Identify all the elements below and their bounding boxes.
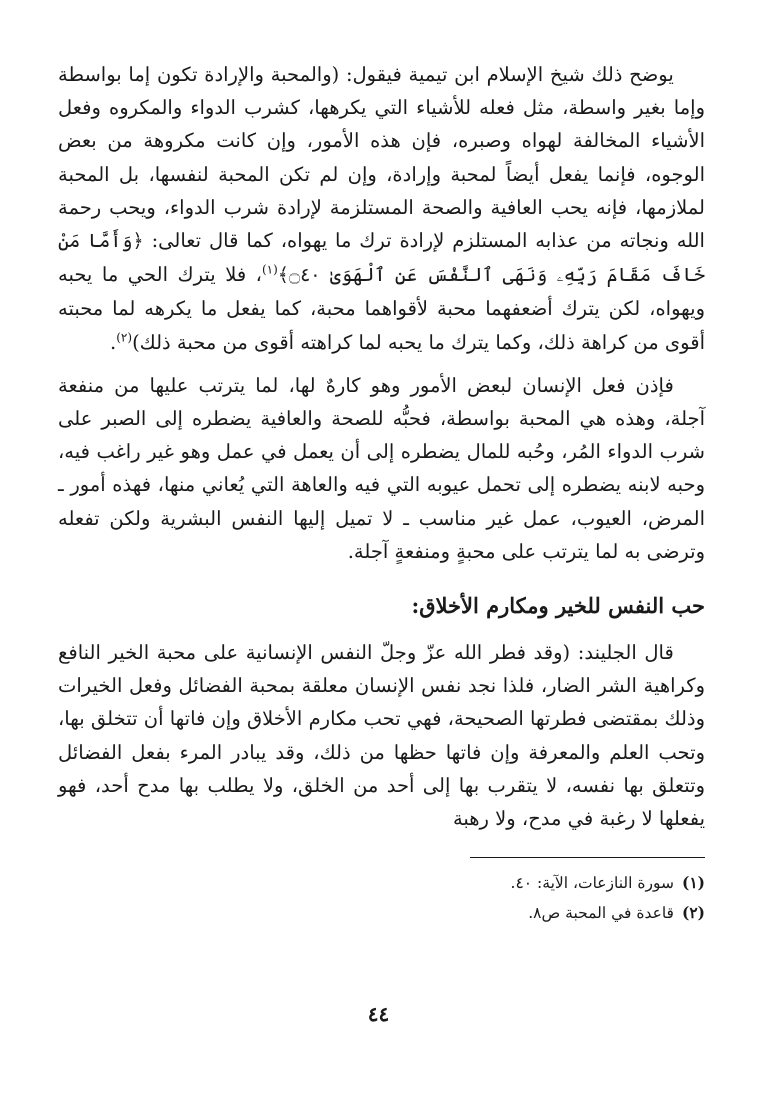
footnote-1-text: سورة النازعات، الآية: ٤٠.	[510, 874, 674, 893]
footnote-ref-2: (٢)	[116, 330, 133, 345]
paragraph-jalind-quote: قال الجليند: (وقد فطر الله عزّ وجلّ النفس الإنسانية على محبة الخير النافع وكراهية الشر الضار، فلذا نجد نفس الإنسان معلقة بمحبة الفضائل وفعل الخيرات وذلك بمقتضى فطرتها الصحيحة، فهي تحب مكارم الأخلاق وإن فاتها أن تتخلق بها، وتحب العلم والمعرفة وإن فاتها حظها من ذلك، وقد يبادر المرء بفعل الفضائل وتتعلق بها نفسه، لا يتقرب بها إلى أحد من الخلق، ولا يطلب بها مدح أحد، فهو يفعلها لا رغبة في مدح، ولا رهبة	[58, 641, 705, 831]
section-heading: حب النفس للخير ومكارم الأخلاق:	[411, 593, 705, 619]
footnote-2	[58, 898, 705, 928]
footnote-2-text: قاعدة في المحبة ص٨.	[528, 904, 674, 923]
paragraph-text-b: ، فلا يترك الحي ما يحبه ويهواه، لكن يترك أضعفهما محبة لأقواهما محبة، كما يفعل ما يكرهه لما محبته أقوى من كراهة ذلك، وكما يترك ما يحبه لما كراهته أقوى من محبة ذلك)	[58, 263, 705, 354]
footnote-1	[58, 868, 705, 898]
paragraph-indirect-love: فإذن فعل الإنسان لبعض الأمور وهو كارهٌ لها، لما يترتب عليها من منفعة آجلة، وهذه هي المحبة بواسطة، فحبُّه للصحة والعافية يضطره إلى الصبر على شرب الدواء المُر، وحُبه للمال يضطره إلى أن يعمل في عمل وهو غير راغب فيه، وحبه لابنه يضطره إلى تحمل عيوبه التي فيه والعاهة التي يُعاني منها، فهذه أمور ـ المرض، العيوب، عمل غير مناسب ـ لا تميل إليها النفس البشرية ولكن تفعله وترضى به لما يترتب على محبةٍ ومنفعةٍ آجلة.	[58, 373, 705, 563]
footnote-2-number: (٢)	[681, 903, 705, 923]
quran-verse: ﴿وَأَمَّا مَنْ خَافَ مَقَامَ رَبِّهِۦ وَنَهَى ٱلنَّفْسَ عَنِ ٱلْهَوَىٰ ۝٤٠﴾	[58, 230, 705, 287]
paragraph-ibn-taymiyyah-quote	[58, 58, 705, 359]
footnote-divider	[470, 857, 705, 858]
footnote-1-number: (١)	[681, 873, 705, 893]
paragraph-text-a: يوضح ذلك شيخ الإسلام ابن تيمية فيقول: (والمحبة والإرادة تكون إما بواسطة وإما بغير واسطة، مثل فعله للأشياء التي يكرهها، كشرب الدواء والمكروه وفعل الأشياء المخالفة لهواه وصبره، فإن هذه الأمور، وإن كانت مكروهة من بعض الوجوه، فإنما يفعل أيضاً لمحبة وإرادة، وإن لم تكن المحبة لنفسها، بل المحبة لملازمها، فإنه يحب العافية والصحة المستلزمة لإرادة شرب الدواء، ويحب رحمة الله ونجاته من عذابه المستلزم لإرادة ترك ما يهواه، كما قال تعالى:	[58, 63, 705, 253]
footnotes	[58, 868, 705, 928]
paragraph-text-c: .	[110, 330, 117, 354]
page-number: ٤٤	[367, 1002, 390, 1026]
footnote-ref-1: (١)	[261, 262, 278, 277]
